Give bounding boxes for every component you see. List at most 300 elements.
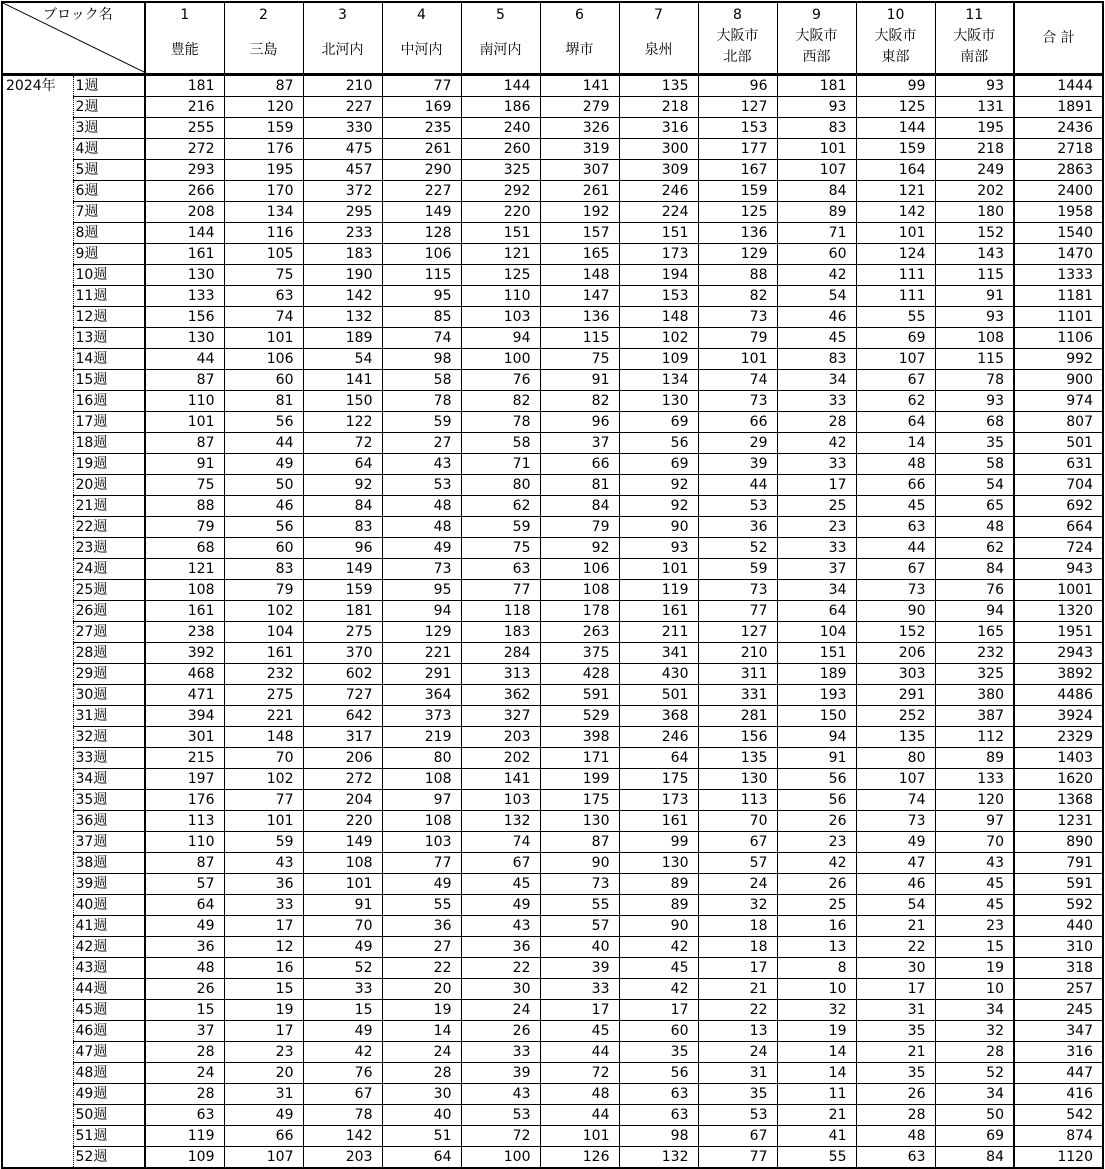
count-cell: 15 <box>224 979 303 1000</box>
count-cell: 45 <box>461 874 540 895</box>
count-cell: 84 <box>303 496 382 517</box>
table-row <box>2 853 1103 874</box>
count-cell: 93 <box>777 97 856 118</box>
table-row <box>2 139 1103 160</box>
year-cell <box>2 223 73 244</box>
year-cell <box>2 601 73 622</box>
count-cell: 152 <box>935 223 1014 244</box>
year-cell <box>2 454 73 475</box>
count-cell: 78 <box>382 391 461 412</box>
week-cell: 21週 <box>73 496 145 517</box>
count-cell: 49 <box>382 874 461 895</box>
count-cell: 32 <box>698 895 777 916</box>
count-cell: 57 <box>540 916 619 937</box>
region-number: 4 <box>417 7 426 23</box>
count-cell: 309 <box>619 160 698 181</box>
week-cell: 34週 <box>73 769 145 790</box>
count-cell: 28 <box>145 1084 224 1105</box>
week-cell: 39週 <box>73 874 145 895</box>
count-cell: 148 <box>224 727 303 748</box>
count-cell: 144 <box>856 118 935 139</box>
count-cell: 218 <box>619 97 698 118</box>
count-cell: 193 <box>777 685 856 706</box>
count-cell: 90 <box>619 916 698 937</box>
table-row <box>2 1063 1103 1084</box>
table-row <box>2 706 1103 727</box>
count-cell: 30 <box>461 979 540 1000</box>
count-cell: 17 <box>224 1021 303 1042</box>
count-cell: 206 <box>303 748 382 769</box>
count-cell: 203 <box>461 727 540 748</box>
count-cell: 36 <box>382 916 461 937</box>
count-cell: 67 <box>856 559 935 580</box>
count-cell: 48 <box>856 1126 935 1147</box>
table-row <box>2 874 1103 895</box>
count-cell: 42 <box>777 265 856 286</box>
year-cell <box>2 370 73 391</box>
count-cell: 398 <box>540 727 619 748</box>
count-cell: 66 <box>856 475 935 496</box>
total-cell: 1333 <box>1014 265 1103 286</box>
count-cell: 16 <box>224 958 303 979</box>
count-cell: 88 <box>145 496 224 517</box>
table-row <box>2 244 1103 265</box>
year-cell <box>2 97 73 118</box>
count-cell: 35 <box>856 1021 935 1042</box>
table-row <box>2 937 1103 958</box>
count-cell: 23 <box>777 832 856 853</box>
count-cell: 77 <box>224 790 303 811</box>
count-cell: 70 <box>303 916 382 937</box>
count-cell: 83 <box>777 118 856 139</box>
count-cell: 272 <box>145 139 224 160</box>
total-cell: 2329 <box>1014 727 1103 748</box>
count-cell: 224 <box>619 202 698 223</box>
count-cell: 75 <box>540 349 619 370</box>
count-cell: 471 <box>145 685 224 706</box>
count-cell: 152 <box>856 622 935 643</box>
count-cell: 46 <box>777 307 856 328</box>
week-cell: 28週 <box>73 643 145 664</box>
week-cell: 50週 <box>73 1105 145 1126</box>
count-cell: 28 <box>777 412 856 433</box>
count-cell: 130 <box>540 811 619 832</box>
count-cell: 24 <box>698 874 777 895</box>
count-cell: 53 <box>461 1105 540 1126</box>
table-row <box>2 1084 1103 1105</box>
count-cell: 218 <box>935 139 1014 160</box>
count-cell: 59 <box>461 517 540 538</box>
count-cell: 368 <box>619 706 698 727</box>
count-cell: 96 <box>698 75 777 97</box>
count-cell: 208 <box>145 202 224 223</box>
count-cell: 72 <box>303 433 382 454</box>
count-cell: 171 <box>540 748 619 769</box>
count-cell: 317 <box>303 727 382 748</box>
count-cell: 392 <box>145 643 224 664</box>
count-cell: 175 <box>540 790 619 811</box>
count-cell: 29 <box>698 433 777 454</box>
region-name: 大阪市 南部 <box>953 27 996 65</box>
table-row <box>2 559 1103 580</box>
count-cell: 80 <box>461 475 540 496</box>
count-cell: 101 <box>856 223 935 244</box>
count-cell: 311 <box>698 664 777 685</box>
count-cell: 79 <box>540 517 619 538</box>
count-cell: 119 <box>619 580 698 601</box>
week-cell: 6週 <box>73 181 145 202</box>
count-cell: 33 <box>777 538 856 559</box>
count-cell: 12 <box>224 937 303 958</box>
count-cell: 46 <box>224 496 303 517</box>
count-cell: 28 <box>145 1042 224 1063</box>
week-cell: 46週 <box>73 1021 145 1042</box>
count-cell: 54 <box>935 475 1014 496</box>
count-cell: 49 <box>224 1105 303 1126</box>
count-cell: 91 <box>935 286 1014 307</box>
week-cell: 3週 <box>73 118 145 139</box>
table-row <box>2 328 1103 349</box>
count-cell: 60 <box>224 538 303 559</box>
count-cell: 375 <box>540 643 619 664</box>
count-cell: 316 <box>619 118 698 139</box>
year-cell <box>2 1042 73 1063</box>
count-cell: 190 <box>303 265 382 286</box>
count-cell: 20 <box>382 979 461 1000</box>
region-number: 9 <box>812 6 821 23</box>
count-cell: 240 <box>461 118 540 139</box>
count-cell: 133 <box>935 769 1014 790</box>
count-cell: 246 <box>619 727 698 748</box>
count-cell: 42 <box>777 853 856 874</box>
count-cell: 73 <box>540 874 619 895</box>
year-cell <box>2 349 73 370</box>
count-cell: 63 <box>461 559 540 580</box>
count-cell: 41 <box>777 1126 856 1147</box>
count-cell: 70 <box>224 748 303 769</box>
count-cell: 110 <box>145 832 224 853</box>
table-row <box>2 664 1103 685</box>
header-row <box>2 2 1103 75</box>
year-cell <box>2 139 73 160</box>
count-cell: 107 <box>856 349 935 370</box>
count-cell: 115 <box>382 265 461 286</box>
count-cell: 108 <box>935 328 1014 349</box>
count-cell: 63 <box>224 286 303 307</box>
table-row <box>2 769 1103 790</box>
total-cell: 4486 <box>1014 685 1103 706</box>
week-cell: 30週 <box>73 685 145 706</box>
count-cell: 216 <box>145 97 224 118</box>
count-cell: 35 <box>935 433 1014 454</box>
year-cell <box>2 1063 73 1084</box>
total-cell: 1540 <box>1014 223 1103 244</box>
count-cell: 127 <box>698 622 777 643</box>
count-cell: 159 <box>303 580 382 601</box>
count-cell: 28 <box>856 1105 935 1126</box>
count-cell: 64 <box>856 412 935 433</box>
count-cell: 642 <box>303 706 382 727</box>
count-cell: 468 <box>145 664 224 685</box>
count-cell: 48 <box>145 958 224 979</box>
region-number: 6 <box>575 7 584 23</box>
count-cell: 91 <box>777 748 856 769</box>
count-cell: 22 <box>856 937 935 958</box>
count-cell: 73 <box>382 559 461 580</box>
count-cell: 150 <box>303 391 382 412</box>
count-cell: 56 <box>777 790 856 811</box>
table-row <box>2 1021 1103 1042</box>
count-cell: 14 <box>856 433 935 454</box>
week-cell: 1週 <box>73 75 145 97</box>
count-cell: 330 <box>303 118 382 139</box>
count-cell: 27 <box>382 433 461 454</box>
week-cell: 17週 <box>73 412 145 433</box>
count-cell: 108 <box>145 580 224 601</box>
week-cell: 32週 <box>73 727 145 748</box>
total-cell: 3924 <box>1014 706 1103 727</box>
count-cell: 69 <box>856 328 935 349</box>
count-cell: 430 <box>619 664 698 685</box>
table-row <box>2 97 1103 118</box>
count-cell: 40 <box>382 1105 461 1126</box>
count-cell: 151 <box>461 223 540 244</box>
week-cell: 19週 <box>73 454 145 475</box>
count-cell: 165 <box>540 244 619 265</box>
count-cell: 69 <box>935 1126 1014 1147</box>
count-cell: 177 <box>698 139 777 160</box>
count-cell: 107 <box>777 160 856 181</box>
total-cell: 1891 <box>1014 97 1103 118</box>
count-cell: 77 <box>698 601 777 622</box>
region-name: 大阪市 北部 <box>716 27 759 65</box>
count-cell: 51 <box>382 1126 461 1147</box>
count-cell: 49 <box>303 1021 382 1042</box>
count-cell: 295 <box>303 202 382 223</box>
total-cell: 2436 <box>1014 118 1103 139</box>
table-row <box>2 1147 1103 1169</box>
total-cell: 1001 <box>1014 580 1103 601</box>
count-cell: 84 <box>935 1147 1014 1169</box>
count-cell: 362 <box>461 685 540 706</box>
table-row <box>2 916 1103 937</box>
count-cell: 394 <box>145 706 224 727</box>
count-cell: 17 <box>777 475 856 496</box>
count-cell: 91 <box>145 454 224 475</box>
count-cell: 45 <box>777 328 856 349</box>
count-cell: 17 <box>856 979 935 1000</box>
count-cell: 30 <box>382 1084 461 1105</box>
year-cell <box>2 328 73 349</box>
count-cell: 78 <box>935 370 1014 391</box>
week-cell: 7週 <box>73 202 145 223</box>
count-cell: 18 <box>698 937 777 958</box>
total-cell: 310 <box>1014 937 1103 958</box>
count-cell: 101 <box>145 412 224 433</box>
count-cell: 106 <box>224 349 303 370</box>
region-header <box>856 2 935 75</box>
count-cell: 42 <box>777 433 856 454</box>
count-cell: 102 <box>619 328 698 349</box>
total-cell: 1120 <box>1014 1147 1103 1169</box>
year-cell <box>2 895 73 916</box>
week-cell: 11週 <box>73 286 145 307</box>
count-cell: 101 <box>303 874 382 895</box>
count-cell: 122 <box>303 412 382 433</box>
week-cell: 41週 <box>73 916 145 937</box>
count-cell: 115 <box>540 328 619 349</box>
count-cell: 90 <box>619 517 698 538</box>
count-cell: 59 <box>382 412 461 433</box>
count-cell: 49 <box>224 454 303 475</box>
year-cell: 2024年 <box>6 78 56 95</box>
count-cell: 73 <box>698 307 777 328</box>
count-cell: 341 <box>619 643 698 664</box>
week-cell: 15週 <box>73 370 145 391</box>
count-cell: 141 <box>540 75 619 97</box>
count-cell: 60 <box>777 244 856 265</box>
count-cell: 161 <box>619 601 698 622</box>
count-cell: 20 <box>224 1063 303 1084</box>
count-cell: 14 <box>777 1063 856 1084</box>
count-cell: 74 <box>698 370 777 391</box>
count-cell: 43 <box>461 1084 540 1105</box>
count-cell: 76 <box>461 370 540 391</box>
total-cell: 245 <box>1014 1000 1103 1021</box>
count-cell: 26 <box>856 1084 935 1105</box>
total-cell: 1320 <box>1014 601 1103 622</box>
count-cell: 84 <box>777 181 856 202</box>
count-cell: 232 <box>224 664 303 685</box>
count-cell: 33 <box>777 454 856 475</box>
count-cell: 52 <box>698 538 777 559</box>
table-row <box>2 75 1103 97</box>
week-cell: 18週 <box>73 433 145 454</box>
count-cell: 89 <box>777 202 856 223</box>
count-cell: 25 <box>777 895 856 916</box>
count-cell: 31 <box>856 1000 935 1021</box>
count-cell: 203 <box>303 1147 382 1169</box>
count-cell: 327 <box>461 706 540 727</box>
count-cell: 148 <box>540 265 619 286</box>
count-cell: 142 <box>303 286 382 307</box>
count-cell: 97 <box>382 790 461 811</box>
count-cell: 81 <box>540 475 619 496</box>
year-cell <box>2 979 73 1000</box>
year-cell <box>2 685 73 706</box>
count-cell: 291 <box>856 685 935 706</box>
count-cell: 53 <box>698 496 777 517</box>
week-cell: 48週 <box>73 1063 145 1084</box>
count-cell: 87 <box>145 433 224 454</box>
count-cell: 21 <box>856 1042 935 1063</box>
table-row <box>2 202 1103 223</box>
count-cell: 23 <box>777 517 856 538</box>
count-cell: 52 <box>303 958 382 979</box>
count-cell: 93 <box>619 538 698 559</box>
count-cell: 62 <box>856 391 935 412</box>
total-cell: 1470 <box>1014 244 1103 265</box>
count-cell: 39 <box>540 958 619 979</box>
count-cell: 82 <box>461 391 540 412</box>
count-cell: 501 <box>619 685 698 706</box>
count-cell: 151 <box>777 643 856 664</box>
count-cell: 221 <box>224 706 303 727</box>
year-cell <box>2 643 73 664</box>
table-row <box>2 832 1103 853</box>
count-cell: 149 <box>303 832 382 853</box>
count-cell: 47 <box>856 853 935 874</box>
year-cell <box>2 475 73 496</box>
year-cell <box>2 1126 73 1147</box>
count-cell: 132 <box>461 811 540 832</box>
total-cell: 943 <box>1014 559 1103 580</box>
count-cell: 142 <box>856 202 935 223</box>
year-cell <box>2 853 73 874</box>
count-cell: 33 <box>224 895 303 916</box>
count-cell: 49 <box>856 832 935 853</box>
total-cell: 416 <box>1014 1084 1103 1105</box>
count-cell: 81 <box>224 391 303 412</box>
count-cell: 33 <box>777 391 856 412</box>
count-cell: 44 <box>224 433 303 454</box>
week-cell: 49週 <box>73 1084 145 1105</box>
count-cell: 275 <box>224 685 303 706</box>
year-cell <box>2 286 73 307</box>
count-cell: 43 <box>461 916 540 937</box>
count-cell: 116 <box>224 223 303 244</box>
count-cell: 10 <box>777 979 856 1000</box>
count-cell: 66 <box>224 1126 303 1147</box>
count-cell: 176 <box>224 139 303 160</box>
count-cell: 62 <box>461 496 540 517</box>
count-cell: 74 <box>856 790 935 811</box>
count-cell: 22 <box>698 1000 777 1021</box>
count-cell: 181 <box>777 75 856 97</box>
total-cell: 1620 <box>1014 769 1103 790</box>
count-cell: 18 <box>698 916 777 937</box>
table-row <box>2 160 1103 181</box>
count-cell: 75 <box>145 475 224 496</box>
count-cell: 71 <box>461 454 540 475</box>
count-cell: 44 <box>145 349 224 370</box>
total-cell: 1951 <box>1014 622 1103 643</box>
count-cell: 87 <box>145 853 224 874</box>
count-cell: 129 <box>382 622 461 643</box>
count-cell: 40 <box>540 937 619 958</box>
total-cell: 2400 <box>1014 181 1103 202</box>
count-cell: 43 <box>382 454 461 475</box>
count-cell: 62 <box>935 538 1014 559</box>
count-cell: 108 <box>382 769 461 790</box>
count-cell: 67 <box>856 370 935 391</box>
count-cell: 136 <box>540 307 619 328</box>
week-cell: 8週 <box>73 223 145 244</box>
count-cell: 133 <box>145 286 224 307</box>
count-cell: 48 <box>382 496 461 517</box>
year-cell <box>2 496 73 517</box>
count-cell: 32 <box>935 1021 1014 1042</box>
count-cell: 475 <box>303 139 382 160</box>
weekly-cases-table <box>1 1 1104 1169</box>
count-cell: 28 <box>382 1063 461 1084</box>
week-cell: 4週 <box>73 139 145 160</box>
table-row <box>2 1126 1103 1147</box>
count-cell: 93 <box>935 307 1014 328</box>
count-cell: 227 <box>382 181 461 202</box>
week-cell: 37週 <box>73 832 145 853</box>
count-cell: 79 <box>224 580 303 601</box>
